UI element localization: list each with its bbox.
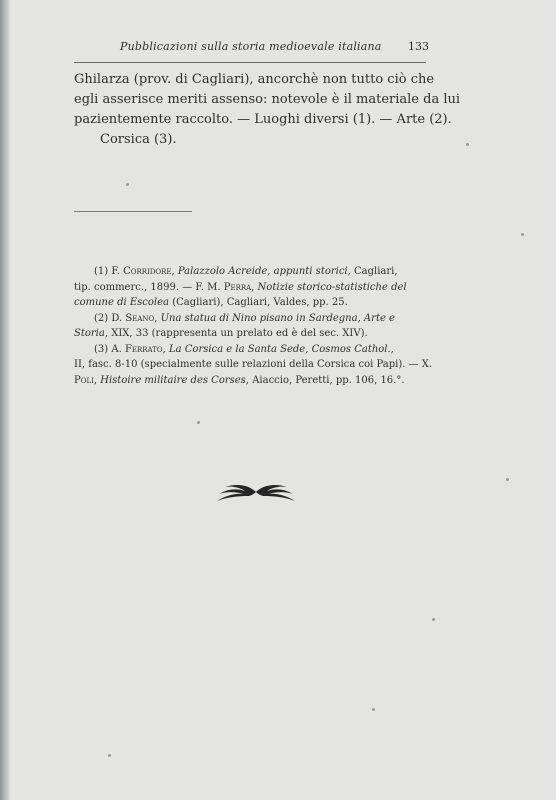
footnote-3-line-3: Poli, Histoire militaire des Corses, Aiaccio, Peretti, pp. 106, 16.°. <box>74 374 405 386</box>
paper-speck <box>466 143 469 146</box>
footnote-3-line-2: II, fasc. 8-10 (specialmente sulle relazioni della Corsica coi Papi). — X. <box>74 359 433 370</box>
paper-speck <box>108 754 111 757</box>
page-binding-shadow <box>0 0 10 800</box>
body-line: Ghilarza (prov. di Cagliari), ancorchè non tutto ciò che <box>74 72 435 87</box>
footnote-rule <box>74 211 192 212</box>
ornament-icon <box>213 481 299 503</box>
footnote-2-line-2: Storia, XIX, 33 (rappresenta un prelato ed è del sec. XIV). <box>74 328 368 339</box>
footnote-1-line-3: comune di Escolea (Cagliari), Cagliari, Valdes, pp. 25. <box>74 297 348 308</box>
paper-speck <box>521 233 524 236</box>
footnote-2-line-1: (2) D. Seano, Una statua di Nino pisano in Sardegna, Arte e <box>94 312 395 324</box>
paper-speck <box>372 708 375 711</box>
paper-speck <box>432 618 435 621</box>
paper-speck <box>126 183 129 186</box>
paper-speck <box>506 478 509 481</box>
body-text <box>74 70 461 150</box>
page-number: 133 <box>408 40 429 53</box>
footnote-1-line-2: tip. commerc., 1899. — F. M. Perra, Notizie storico-statistiche del <box>74 281 407 293</box>
paper-speck <box>197 421 200 424</box>
header-rule <box>74 62 426 63</box>
body-line: egli asserisce meriti assenso: notevole è il materiale da lui <box>74 92 461 107</box>
body-line: pazientemente raccolto. — Luoghi diversi (1). — Arte (2). <box>74 112 452 127</box>
footnote-3-line-1: (3) A. Ferrato, La Corsica e la Santa Sede, Cosmos Cathol., <box>94 343 394 355</box>
footnote-1-line-1: (1) F. Corridore, Palazzolo Acreide, appunti storici, Cagliari, <box>94 266 398 277</box>
body-line: Corsica (3). <box>100 132 177 147</box>
running-header: Pubblicazioni sulla storia medioevale italiana <box>120 40 382 53</box>
footnotes <box>74 264 432 388</box>
